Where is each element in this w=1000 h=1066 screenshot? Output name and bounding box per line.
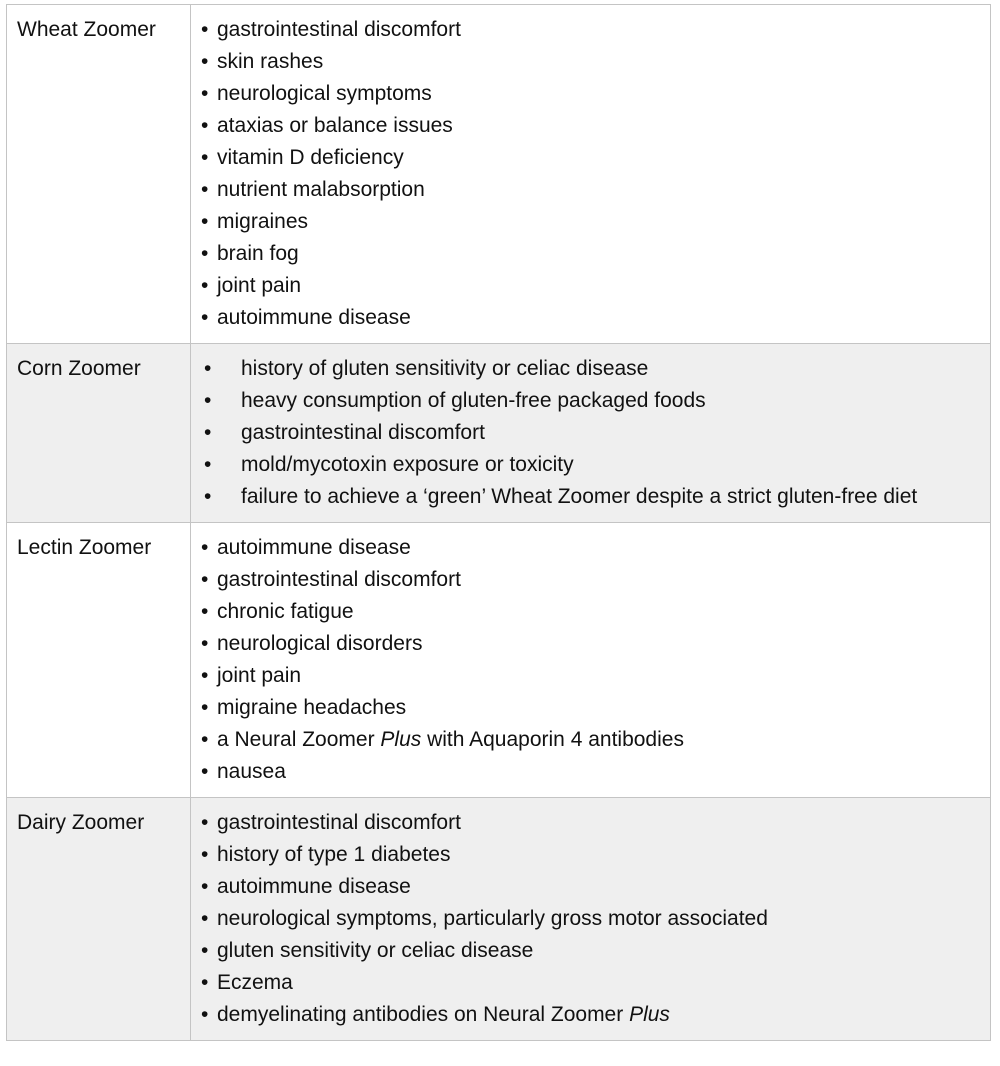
indication-list [201, 14, 980, 334]
zoomer-table [6, 4, 991, 1041]
test-name-cell [7, 5, 191, 344]
list-item: • gastrointestinal discomfort [204, 421, 485, 444]
test-name: Corn Zoomer [17, 357, 141, 380]
list-item: • gastrointestinal discomfort [201, 811, 461, 834]
list-item: • gluten sensitivity or celiac disease [201, 939, 534, 962]
list-item: • autoimmune disease [201, 536, 411, 559]
indications-cell [191, 523, 991, 798]
list-item: • migraine headaches [201, 696, 407, 719]
list-item: • nausea [201, 760, 286, 783]
list-item: • a Neural Zoomer Plus with Aquaporin 4 antibodies [201, 728, 684, 751]
list-item: • migraines [201, 210, 309, 233]
table-row [7, 523, 991, 798]
indication-list [201, 353, 980, 513]
indications-cell [191, 344, 991, 523]
list-item: • brain fog [201, 242, 299, 265]
list-item: • failure to achieve a ‘green’ Wheat Zoomer despite a strict gluten-free diet [204, 485, 918, 508]
list-item: • vitamin D deficiency [201, 146, 404, 169]
table-row [7, 5, 991, 344]
list-item: • joint pain [201, 664, 302, 687]
list-item: • autoimmune disease [201, 875, 411, 898]
test-name: Lectin Zoomer [17, 536, 152, 559]
list-item: • neurological disorders [201, 632, 423, 655]
list-item: • joint pain [201, 274, 302, 297]
list-item: • heavy consumption of gluten-free packaged foods [204, 389, 706, 412]
list-item: • history of gluten sensitivity or celiac disease [204, 357, 649, 380]
list-item: • nutrient malabsorption [201, 178, 425, 201]
test-name-cell [7, 344, 191, 523]
test-name: Wheat Zoomer [17, 18, 156, 41]
list-item: • neurological symptoms [201, 82, 432, 105]
list-item: • ataxias or balance issues [201, 114, 453, 137]
list-item: • demyelinating antibodies on Neural Zoomer Plus [201, 1003, 670, 1026]
indication-list [201, 807, 980, 1031]
test-name-cell [7, 523, 191, 798]
list-item: • chronic fatigue [201, 600, 354, 623]
indication-list [201, 532, 980, 788]
list-item: • gastrointestinal discomfort [201, 18, 461, 41]
list-item: • gastrointestinal discomfort [201, 568, 461, 591]
list-item: • Eczema [201, 971, 293, 994]
list-item: • autoimmune disease [201, 306, 411, 329]
test-name: Dairy Zoomer [17, 811, 145, 834]
table-row [7, 344, 991, 523]
list-item: • history of type 1 diabetes [201, 843, 451, 866]
list-item: • neurological symptoms, particularly gross motor associated [201, 907, 768, 930]
indications-cell [191, 798, 991, 1041]
table-row [7, 798, 991, 1041]
indications-cell [191, 5, 991, 344]
test-name-cell [7, 798, 191, 1041]
list-item: • mold/mycotoxin exposure or toxicity [204, 453, 574, 476]
list-item: • skin rashes [201, 50, 324, 73]
